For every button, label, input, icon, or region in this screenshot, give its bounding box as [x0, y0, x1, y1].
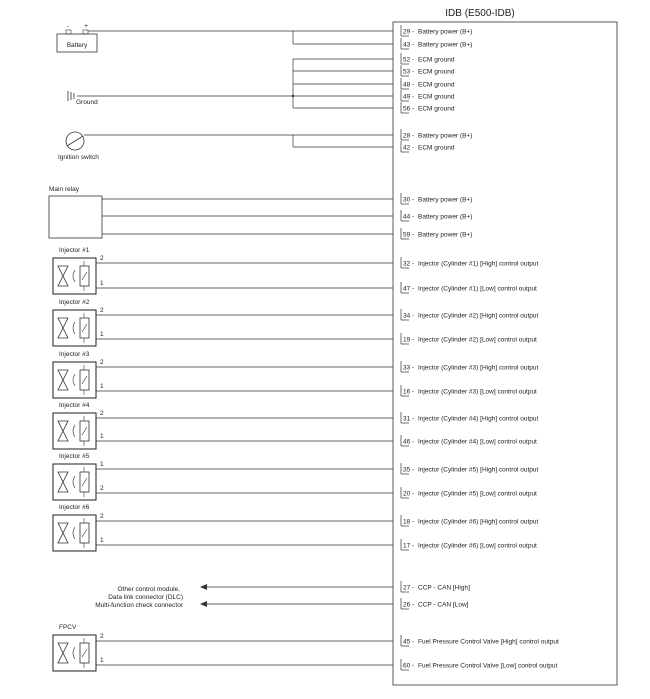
- pin-number: 18: [403, 518, 411, 526]
- pin-number: 34: [403, 312, 411, 320]
- injector-2: [53, 299, 393, 346]
- ground-label: Ground: [76, 99, 98, 106]
- pin-number: 35: [403, 466, 411, 474]
- connector-pin: 2: [100, 485, 104, 492]
- injector-5-label: Injector #5: [59, 453, 90, 460]
- pin-number: 49: [403, 93, 411, 101]
- pin-label: ECM ground: [418, 93, 455, 101]
- ecu-pin: [401, 361, 539, 372]
- connector-pin: 2: [100, 410, 104, 417]
- pin-dash: -: [412, 196, 415, 204]
- valve-icon: [58, 421, 68, 441]
- pin-label: Battery power (B+): [418, 231, 473, 239]
- connector-pin: 2: [100, 513, 104, 520]
- pin-dash: -: [412, 132, 415, 140]
- pin-dash: -: [412, 601, 415, 609]
- pin-number: 42: [403, 144, 411, 152]
- ecu-pin: [401, 210, 472, 221]
- ecu-pin: [401, 65, 455, 76]
- wires: [77, 31, 393, 607]
- connector-pin: 1: [100, 383, 104, 390]
- ecu-pin: [401, 193, 472, 204]
- pin-number: 17: [403, 542, 411, 550]
- ecu-pin: [401, 487, 537, 498]
- connector-pin: 1: [100, 280, 104, 287]
- main-relay: [49, 186, 102, 238]
- pin-number: 47: [403, 285, 411, 293]
- pin-label: Injector (Cylinder #4) [Low] control output: [418, 438, 537, 446]
- ecu-pin: [401, 598, 469, 609]
- ecu-pin: [401, 309, 539, 320]
- pin-label: Fuel Pressure Control Valve [High] control output: [418, 638, 559, 646]
- ecu-pin: [401, 581, 470, 592]
- ecu-pin: [401, 333, 537, 344]
- pin-label: ECM ground: [418, 56, 455, 64]
- arrow-icon: [200, 584, 207, 590]
- junction-dot: [292, 95, 294, 97]
- ecu-pin: [401, 129, 472, 140]
- ecu-pin: [401, 282, 537, 293]
- injector-3: [53, 351, 393, 398]
- pin-dash: -: [412, 56, 415, 64]
- ecu-pin: [401, 53, 455, 64]
- battery: [57, 23, 97, 52]
- pin-dash: -: [412, 364, 415, 372]
- pin-dash: -: [412, 584, 415, 592]
- pin-label: Fuel Pressure Control Valve [Low] control output: [418, 662, 558, 670]
- ecu-pin: [401, 257, 539, 268]
- connector-pin: 1: [100, 657, 104, 664]
- pin-dash: -: [412, 415, 415, 423]
- pin-dash: -: [412, 336, 415, 344]
- valve-icon: [58, 643, 68, 663]
- pin-label: ECM ground: [418, 105, 455, 113]
- connector-pin: 1: [100, 433, 104, 440]
- pin-number: 26: [403, 601, 411, 609]
- pin-dash: -: [412, 144, 415, 152]
- pin-number: 48: [403, 81, 411, 89]
- ecu-pin: [401, 515, 539, 526]
- pin-number: 52: [403, 56, 411, 64]
- pin-label: Injector (Cylinder #2) [Low] control output: [418, 336, 537, 344]
- connector-pin: 2: [100, 255, 104, 262]
- arrow-icon: [200, 601, 207, 607]
- ecu-pin: [401, 539, 537, 550]
- ecu-pin: [401, 385, 537, 396]
- pin-number: 28: [403, 132, 411, 140]
- other-module-line-3: Multi-function check connector: [95, 602, 183, 609]
- pin-dash: -: [412, 518, 415, 526]
- pin-dash: -: [412, 662, 415, 670]
- connector-pin: 2: [100, 307, 104, 314]
- ecu-pin: [401, 25, 472, 36]
- pin-dash: -: [412, 68, 415, 76]
- pin-label: Injector (Cylinder #2) [High] control output: [418, 312, 539, 320]
- ecu-pin: [401, 659, 558, 670]
- pin-number: 45: [403, 638, 411, 646]
- injector-4-label: Injector #4: [59, 402, 90, 409]
- injector-6: [53, 504, 393, 551]
- pin-dash: -: [412, 312, 415, 320]
- fpcv-label: FPCV: [59, 624, 77, 631]
- pin-label: Injector (Cylinder #5) [High] control output: [418, 466, 539, 474]
- injector-1-label: Injector #1: [59, 247, 90, 254]
- pin-number: 30: [403, 196, 411, 204]
- pin-dash: -: [412, 105, 415, 113]
- pin-number: 20: [403, 490, 411, 498]
- pin-label: CCP - CAN [High]: [418, 584, 470, 592]
- pin-label: Battery power (B+): [418, 196, 473, 204]
- pin-label: Battery power (B+): [418, 28, 473, 36]
- pin-dash: -: [412, 490, 415, 498]
- pin-label: Injector (Cylinder #6) [Low] control output: [418, 542, 537, 550]
- pin-label: Battery power (B+): [418, 132, 473, 140]
- injector-5: [53, 453, 393, 500]
- ecu-pin: [401, 463, 539, 474]
- pin-number: 59: [403, 231, 411, 239]
- injector-1: [53, 247, 393, 294]
- pin-dash: -: [412, 41, 415, 49]
- ecu-pin: [401, 412, 539, 423]
- pin-number: 31: [403, 415, 411, 423]
- injector-2-label: Injector #2: [59, 299, 90, 306]
- ecu-title: IDB (E500-IDB): [445, 8, 515, 19]
- pin-dash: -: [412, 542, 415, 550]
- ecu-pin: [401, 435, 537, 446]
- pin-label: Battery power (B+): [418, 41, 473, 49]
- connector-pin: 2: [100, 633, 104, 640]
- pin-label: Battery power (B+): [418, 213, 473, 221]
- connector-pin: 1: [100, 537, 104, 544]
- pin-number: 53: [403, 68, 411, 76]
- battery-pos-terminal: +: [84, 23, 88, 30]
- battery-neg-terminal: -: [66, 23, 70, 30]
- pin-label: Injector (Cylinder #1) [High] control output: [418, 260, 539, 268]
- pin-dash: -: [412, 231, 415, 239]
- pin-label: Injector (Cylinder #1) [Low] control output: [418, 285, 537, 293]
- valve-icon: [58, 523, 68, 543]
- pin-dash: -: [412, 285, 415, 293]
- connector-pin: 1: [100, 331, 104, 338]
- connector-pin: 2: [100, 359, 104, 366]
- pin-number: 43: [403, 41, 411, 49]
- pin-label: ECM ground: [418, 81, 455, 89]
- other-module-line-2: Data link connector (DLC): [108, 594, 183, 601]
- fpcv: [53, 624, 393, 671]
- pin-label: Injector (Cylinder #4) [High] control output: [418, 415, 539, 423]
- ecu-pin: [401, 78, 455, 89]
- pin-number: 27: [403, 584, 411, 592]
- pin-dash: -: [412, 28, 415, 36]
- valve-icon: [58, 266, 68, 286]
- pin-dash: -: [412, 81, 415, 89]
- ecu-pin: [401, 102, 455, 113]
- pin-dash: -: [412, 466, 415, 474]
- pin-dash: -: [412, 260, 415, 268]
- injector-4: [53, 402, 393, 449]
- connector-pin: 1: [100, 461, 104, 468]
- pin-number: 44: [403, 213, 411, 221]
- pin-label: Injector (Cylinder #3) [High] control output: [418, 364, 539, 372]
- ignition-label: Ignition switch: [58, 154, 99, 161]
- pin-number: 19: [403, 336, 411, 344]
- ecu-pins: [401, 25, 559, 670]
- ground-symbol: [68, 91, 98, 106]
- pin-number: 60: [403, 662, 411, 670]
- pin-dash: -: [412, 93, 415, 101]
- pin-label: Injector (Cylinder #3) [Low] control output: [418, 388, 537, 396]
- ecu-pin: [401, 90, 455, 101]
- other-module-line-1: Other control module,: [117, 586, 180, 593]
- pin-label: Injector (Cylinder #6) [High] control output: [418, 518, 539, 526]
- main-relay-label: Main relay: [49, 186, 79, 193]
- ecu-pin: [401, 38, 472, 49]
- pin-number: 33: [403, 364, 411, 372]
- ecu-pin: [401, 635, 559, 646]
- pin-number: 16: [403, 388, 411, 396]
- pin-label: ECM ground: [418, 68, 455, 76]
- valve-icon: [58, 472, 68, 492]
- ecu-pin: [401, 228, 472, 239]
- pin-dash: -: [412, 638, 415, 646]
- pin-dash: -: [412, 438, 415, 446]
- battery-label: Battery: [66, 42, 88, 49]
- pin-label: Injector (Cylinder #5) [Low] control output: [418, 490, 537, 498]
- pin-number: 32: [403, 260, 411, 268]
- injector-6-label: Injector #6: [59, 504, 90, 511]
- valve-icon: [58, 318, 68, 338]
- other-modules: [95, 586, 184, 609]
- pin-number: 29: [403, 28, 411, 36]
- pin-label: ECM ground: [418, 144, 455, 152]
- pin-number: 56: [403, 105, 411, 113]
- pin-number: 46: [403, 438, 411, 446]
- injector-3-label: Injector #3: [59, 351, 90, 358]
- pin-label: CCP - CAN [Low]: [418, 601, 469, 609]
- pin-dash: -: [412, 213, 415, 221]
- ignition-switch: [58, 132, 99, 161]
- valve-icon: [58, 370, 68, 390]
- pin-dash: -: [412, 388, 415, 396]
- ecu-pin: [401, 141, 455, 152]
